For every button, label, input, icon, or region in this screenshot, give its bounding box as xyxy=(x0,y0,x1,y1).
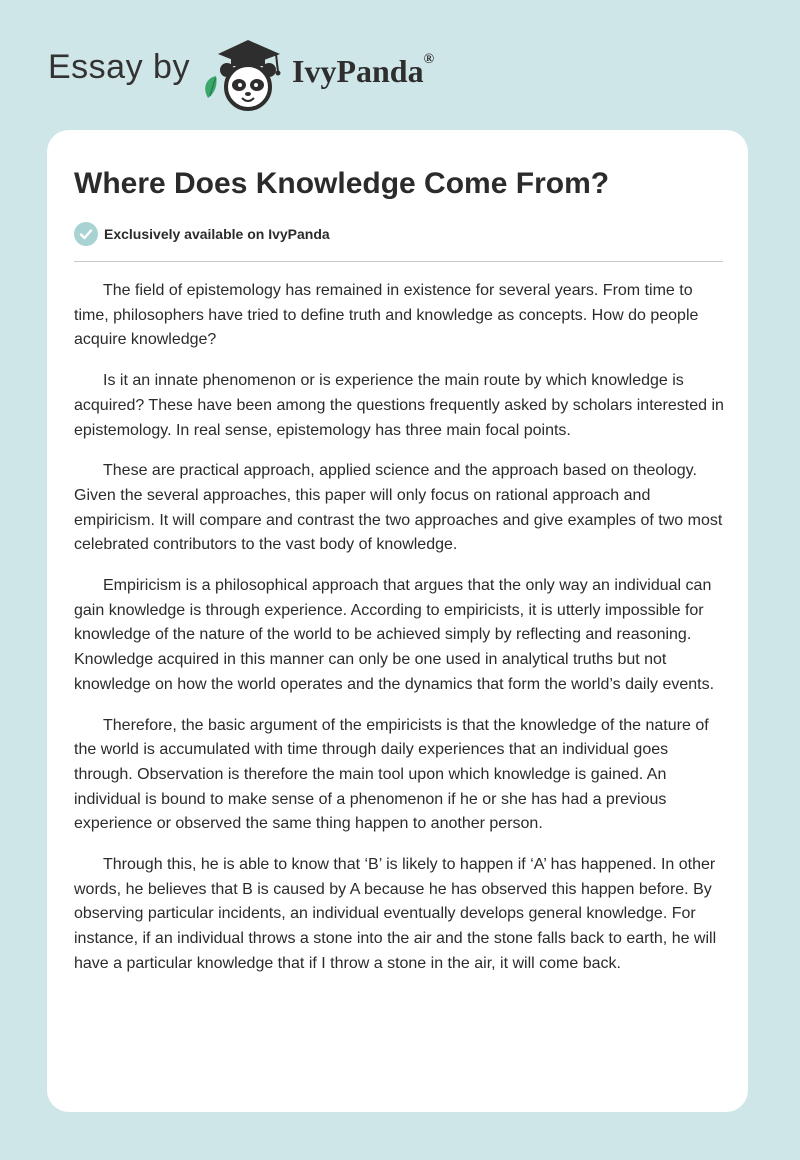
paragraph: Is it an innate phenomenon or is experience the main route by which knowledge is acquired? These have been among the questions frequently asked by scholars interested in epistemology. In real sense, epistemology has three main focal points. xyxy=(74,372,724,439)
brand-text: IvyPanda xyxy=(292,53,424,89)
paragraph: Through this, he is able to know that ‘B’ is likely to happen if ‘A’ has happened. In other words, he believes that B is caused by A because he has observed this happen before. By observing particular incidents, an individual eventually develops general knowledge. For instance, if an individual throws a stone into the air and the stone falls back to earth, he will have a particular knowledge that if I throw a stone in the air, it will come back. xyxy=(74,856,717,972)
article-body xyxy=(74,279,726,993)
divider xyxy=(74,261,723,262)
panda-graduate-icon[interactable] xyxy=(198,32,288,112)
exclusive-badge-label: Exclusively available on IvyPanda xyxy=(104,226,330,242)
paragraph: These are practical approach, applied science and the approach based on theology. Given the several approaches, this paper will only focus on rational approach and empiricism. It will compare and contrast the two approaches and give examples of two most celebrated contributors to the vast body of knowledge. xyxy=(74,462,723,554)
registered-mark: ® xyxy=(423,52,435,67)
paragraph: Empiricism is a philosophical approach that argues that the only way an individual can gain knowledge is through experience. According to empiricists, it is utterly impossible for knowledge of the nature of the world to be achieved simply by reflecting and reasoning. Knowledge acquired in this manner can only be one used in analytical truths but not knowledge on how the world operates and the dynamics that form the world’s daily events. xyxy=(74,577,715,693)
site-header xyxy=(0,0,800,120)
essay-card xyxy=(47,130,748,1112)
essay-by-label: Essay by xyxy=(48,48,190,86)
exclusive-badge xyxy=(74,222,330,246)
paragraph: The field of epistemology has remained in existence for several years. From time to time, philosophers have tried to define truth and knowledge as concepts. How do people acquire knowledge? xyxy=(74,282,699,349)
brand-name[interactable] xyxy=(292,52,435,89)
paragraph: Therefore, the basic argument of the empiricists is that the knowledge of the nature of the world is accumulated with time through daily experiences that an individual goes through. Observation is therefore the main tool upon which knowledge is gained. An individual is bound to make sense of a phenomenon if he or she has had a previous experience or observed the same thing happen to another person. xyxy=(74,716,709,833)
page-title: Where Does Knowledge Come From? xyxy=(74,167,610,200)
check-circle-icon xyxy=(74,222,98,246)
